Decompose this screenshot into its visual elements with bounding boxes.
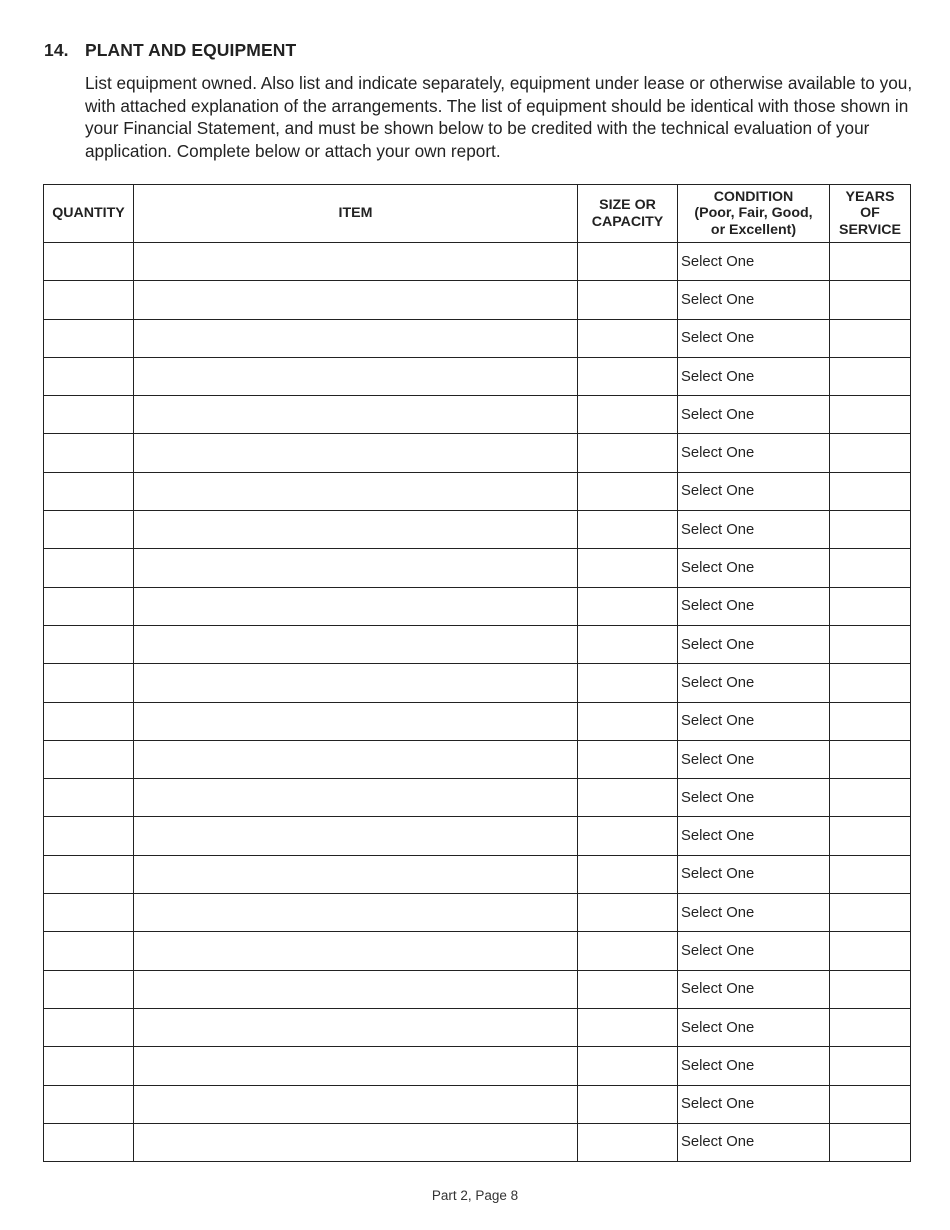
item-cell[interactable]: [134, 817, 578, 855]
table-row: [44, 817, 911, 855]
table-row: [44, 894, 911, 932]
item-cell[interactable]: [134, 587, 578, 625]
size-capacity-cell[interactable]: [578, 1047, 678, 1085]
table-row: [44, 396, 911, 434]
condition-select[interactable]: Select One: [678, 1085, 830, 1123]
table-row: [44, 1123, 911, 1161]
years-of-service-cell[interactable]: [830, 511, 911, 549]
condition-select[interactable]: Select One: [678, 1123, 830, 1161]
years-of-service-cell[interactable]: [830, 932, 911, 970]
table-row: [44, 587, 911, 625]
item-cell[interactable]: [134, 434, 578, 472]
years-of-service-cell[interactable]: [830, 472, 911, 510]
quantity-cell[interactable]: [44, 396, 134, 434]
condition-select[interactable]: Select One: [678, 434, 830, 472]
page-footer: Part 2, Page 8: [431, 1188, 519, 1203]
size-capacity-cell[interactable]: [578, 472, 678, 510]
item-cell[interactable]: [134, 1047, 578, 1085]
quantity-cell[interactable]: [44, 587, 134, 625]
years-of-service-cell[interactable]: [830, 357, 911, 395]
years-of-service-cell[interactable]: [830, 702, 911, 740]
quantity-cell[interactable]: [44, 779, 134, 817]
table-row: [44, 434, 911, 472]
size-capacity-cell[interactable]: [578, 702, 678, 740]
quantity-cell[interactable]: [44, 894, 134, 932]
condition-select[interactable]: Select One: [678, 472, 830, 510]
table-row: [44, 281, 911, 319]
table-row: [44, 472, 911, 510]
table-row: [44, 319, 911, 357]
item-cell[interactable]: [134, 1123, 578, 1161]
item-cell[interactable]: [134, 243, 578, 281]
quantity-cell[interactable]: [44, 357, 134, 395]
size-capacity-cell[interactable]: [578, 319, 678, 357]
quantity-cell[interactable]: [44, 1047, 134, 1085]
size-capacity-cell[interactable]: [578, 779, 678, 817]
condition-select[interactable]: Select One: [678, 625, 830, 663]
item-cell[interactable]: [134, 1008, 578, 1046]
condition-select[interactable]: Select One: [678, 511, 830, 549]
table-row: [44, 357, 911, 395]
header-quantity: QUANTITY: [44, 185, 134, 243]
years-of-service-cell[interactable]: [830, 1085, 911, 1123]
condition-select[interactable]: Select One: [678, 702, 830, 740]
table-row: [44, 1047, 911, 1085]
years-of-service-cell[interactable]: [830, 894, 911, 932]
condition-select[interactable]: Select One: [678, 357, 830, 395]
size-capacity-cell[interactable]: [578, 434, 678, 472]
years-of-service-cell[interactable]: [830, 319, 911, 357]
quantity-cell[interactable]: [44, 1123, 134, 1161]
years-of-service-cell[interactable]: [830, 243, 911, 281]
size-capacity-cell[interactable]: [578, 281, 678, 319]
table-row: [44, 740, 911, 778]
item-cell[interactable]: [134, 396, 578, 434]
header-condition: CONDITION (Poor, Fair, Good, or Excellent): [678, 185, 830, 243]
item-cell[interactable]: [134, 932, 578, 970]
table-row: [44, 1085, 911, 1123]
item-cell[interactable]: [134, 894, 578, 932]
years-of-service-cell[interactable]: [830, 970, 911, 1008]
size-capacity-cell[interactable]: [578, 1085, 678, 1123]
condition-select[interactable]: Select One: [678, 932, 830, 970]
table-row: [44, 664, 911, 702]
condition-select[interactable]: Select One: [678, 779, 830, 817]
header-size-capacity: SIZE OR CAPACITY: [578, 185, 678, 243]
table-row: [44, 855, 911, 893]
item-cell[interactable]: [134, 779, 578, 817]
years-of-service-cell[interactable]: [830, 396, 911, 434]
size-capacity-cell[interactable]: [578, 894, 678, 932]
quantity-cell[interactable]: [44, 511, 134, 549]
years-of-service-cell[interactable]: [830, 434, 911, 472]
years-of-service-cell[interactable]: [830, 625, 911, 663]
header-years-of-service: YEARS OF SERVICE: [830, 185, 911, 243]
quantity-cell[interactable]: [44, 625, 134, 663]
table-row: [44, 702, 911, 740]
condition-select[interactable]: Select One: [678, 1047, 830, 1085]
size-capacity-cell[interactable]: [578, 243, 678, 281]
size-capacity-cell[interactable]: [578, 664, 678, 702]
condition-select[interactable]: Select One: [678, 817, 830, 855]
item-cell[interactable]: [134, 472, 578, 510]
item-cell[interactable]: [134, 625, 578, 663]
item-cell[interactable]: [134, 281, 578, 319]
years-of-service-cell[interactable]: [830, 281, 911, 319]
years-of-service-cell[interactable]: [830, 1008, 911, 1046]
table-row: [44, 970, 911, 1008]
item-cell[interactable]: [134, 511, 578, 549]
table-row: [44, 549, 911, 587]
years-of-service-cell[interactable]: [830, 1123, 911, 1161]
years-of-service-cell[interactable]: [830, 549, 911, 587]
quantity-cell[interactable]: [44, 1008, 134, 1046]
quantity-cell[interactable]: [44, 855, 134, 893]
table-row: [44, 1008, 911, 1046]
condition-select[interactable]: Select One: [678, 1008, 830, 1046]
years-of-service-cell[interactable]: [830, 779, 911, 817]
condition-select[interactable]: Select One: [678, 319, 830, 357]
table-row: [44, 511, 911, 549]
quantity-cell[interactable]: [44, 472, 134, 510]
size-capacity-cell[interactable]: [578, 396, 678, 434]
years-of-service-cell[interactable]: [830, 1047, 911, 1085]
condition-select[interactable]: Select One: [678, 855, 830, 893]
condition-select[interactable]: Select One: [678, 281, 830, 319]
size-capacity-cell[interactable]: [578, 587, 678, 625]
quantity-cell[interactable]: [44, 702, 134, 740]
item-cell[interactable]: [134, 740, 578, 778]
condition-select[interactable]: Select One: [678, 396, 830, 434]
size-capacity-cell[interactable]: [578, 1123, 678, 1161]
size-capacity-cell[interactable]: [578, 549, 678, 587]
quantity-cell[interactable]: [44, 243, 134, 281]
years-of-service-cell[interactable]: [830, 817, 911, 855]
table-row: [44, 625, 911, 663]
size-capacity-cell[interactable]: [578, 855, 678, 893]
condition-select[interactable]: Select One: [678, 970, 830, 1008]
quantity-cell[interactable]: [44, 740, 134, 778]
item-cell[interactable]: [134, 1085, 578, 1123]
quantity-cell[interactable]: [44, 434, 134, 472]
years-of-service-cell[interactable]: [830, 740, 911, 778]
years-of-service-cell[interactable]: [830, 664, 911, 702]
item-cell[interactable]: [134, 319, 578, 357]
condition-select[interactable]: Select One: [678, 587, 830, 625]
item-cell[interactable]: [134, 357, 578, 395]
equipment-table: [43, 184, 911, 1162]
size-capacity-cell[interactable]: [578, 1008, 678, 1046]
size-capacity-cell[interactable]: [578, 817, 678, 855]
quantity-cell[interactable]: [44, 664, 134, 702]
years-of-service-cell[interactable]: [830, 855, 911, 893]
years-of-service-cell[interactable]: [830, 587, 911, 625]
section-number: 14.: [44, 40, 69, 60]
size-capacity-cell[interactable]: [578, 625, 678, 663]
quantity-cell[interactable]: [44, 932, 134, 970]
size-capacity-cell[interactable]: [578, 970, 678, 1008]
item-cell[interactable]: [134, 970, 578, 1008]
item-cell[interactable]: [134, 549, 578, 587]
table-header-row: [44, 185, 911, 243]
condition-select[interactable]: Select One: [678, 243, 830, 281]
quantity-cell[interactable]: [44, 281, 134, 319]
section-instructions: List equipment owned. Also list and indicate separately, equipment under lease or otherwise available to you, with attached explanation of the arrangements. The list of equipment should be identical with those shown in your Financial Statement, and must be shown below to be credited with the technical evaluation of your application. Complete below or attach your own report.: [85, 73, 913, 161]
quantity-cell[interactable]: [44, 1085, 134, 1123]
quantity-cell[interactable]: [44, 319, 134, 357]
condition-select[interactable]: Select One: [678, 549, 830, 587]
item-cell[interactable]: [134, 855, 578, 893]
size-capacity-cell[interactable]: [578, 932, 678, 970]
condition-select[interactable]: Select One: [678, 664, 830, 702]
table-row: [44, 779, 911, 817]
quantity-cell[interactable]: [44, 549, 134, 587]
size-capacity-cell[interactable]: [578, 357, 678, 395]
item-cell[interactable]: [134, 702, 578, 740]
condition-select[interactable]: Select One: [678, 894, 830, 932]
table-row: [44, 932, 911, 970]
header-item: ITEM: [134, 185, 578, 243]
table-row: [44, 243, 911, 281]
item-cell[interactable]: [134, 664, 578, 702]
condition-select[interactable]: Select One: [678, 740, 830, 778]
quantity-cell[interactable]: [44, 970, 134, 1008]
quantity-cell[interactable]: [44, 817, 134, 855]
section-heading: [44, 40, 296, 61]
section-title: PLANT AND EQUIPMENT: [85, 40, 297, 60]
size-capacity-cell[interactable]: [578, 740, 678, 778]
size-capacity-cell[interactable]: [578, 511, 678, 549]
